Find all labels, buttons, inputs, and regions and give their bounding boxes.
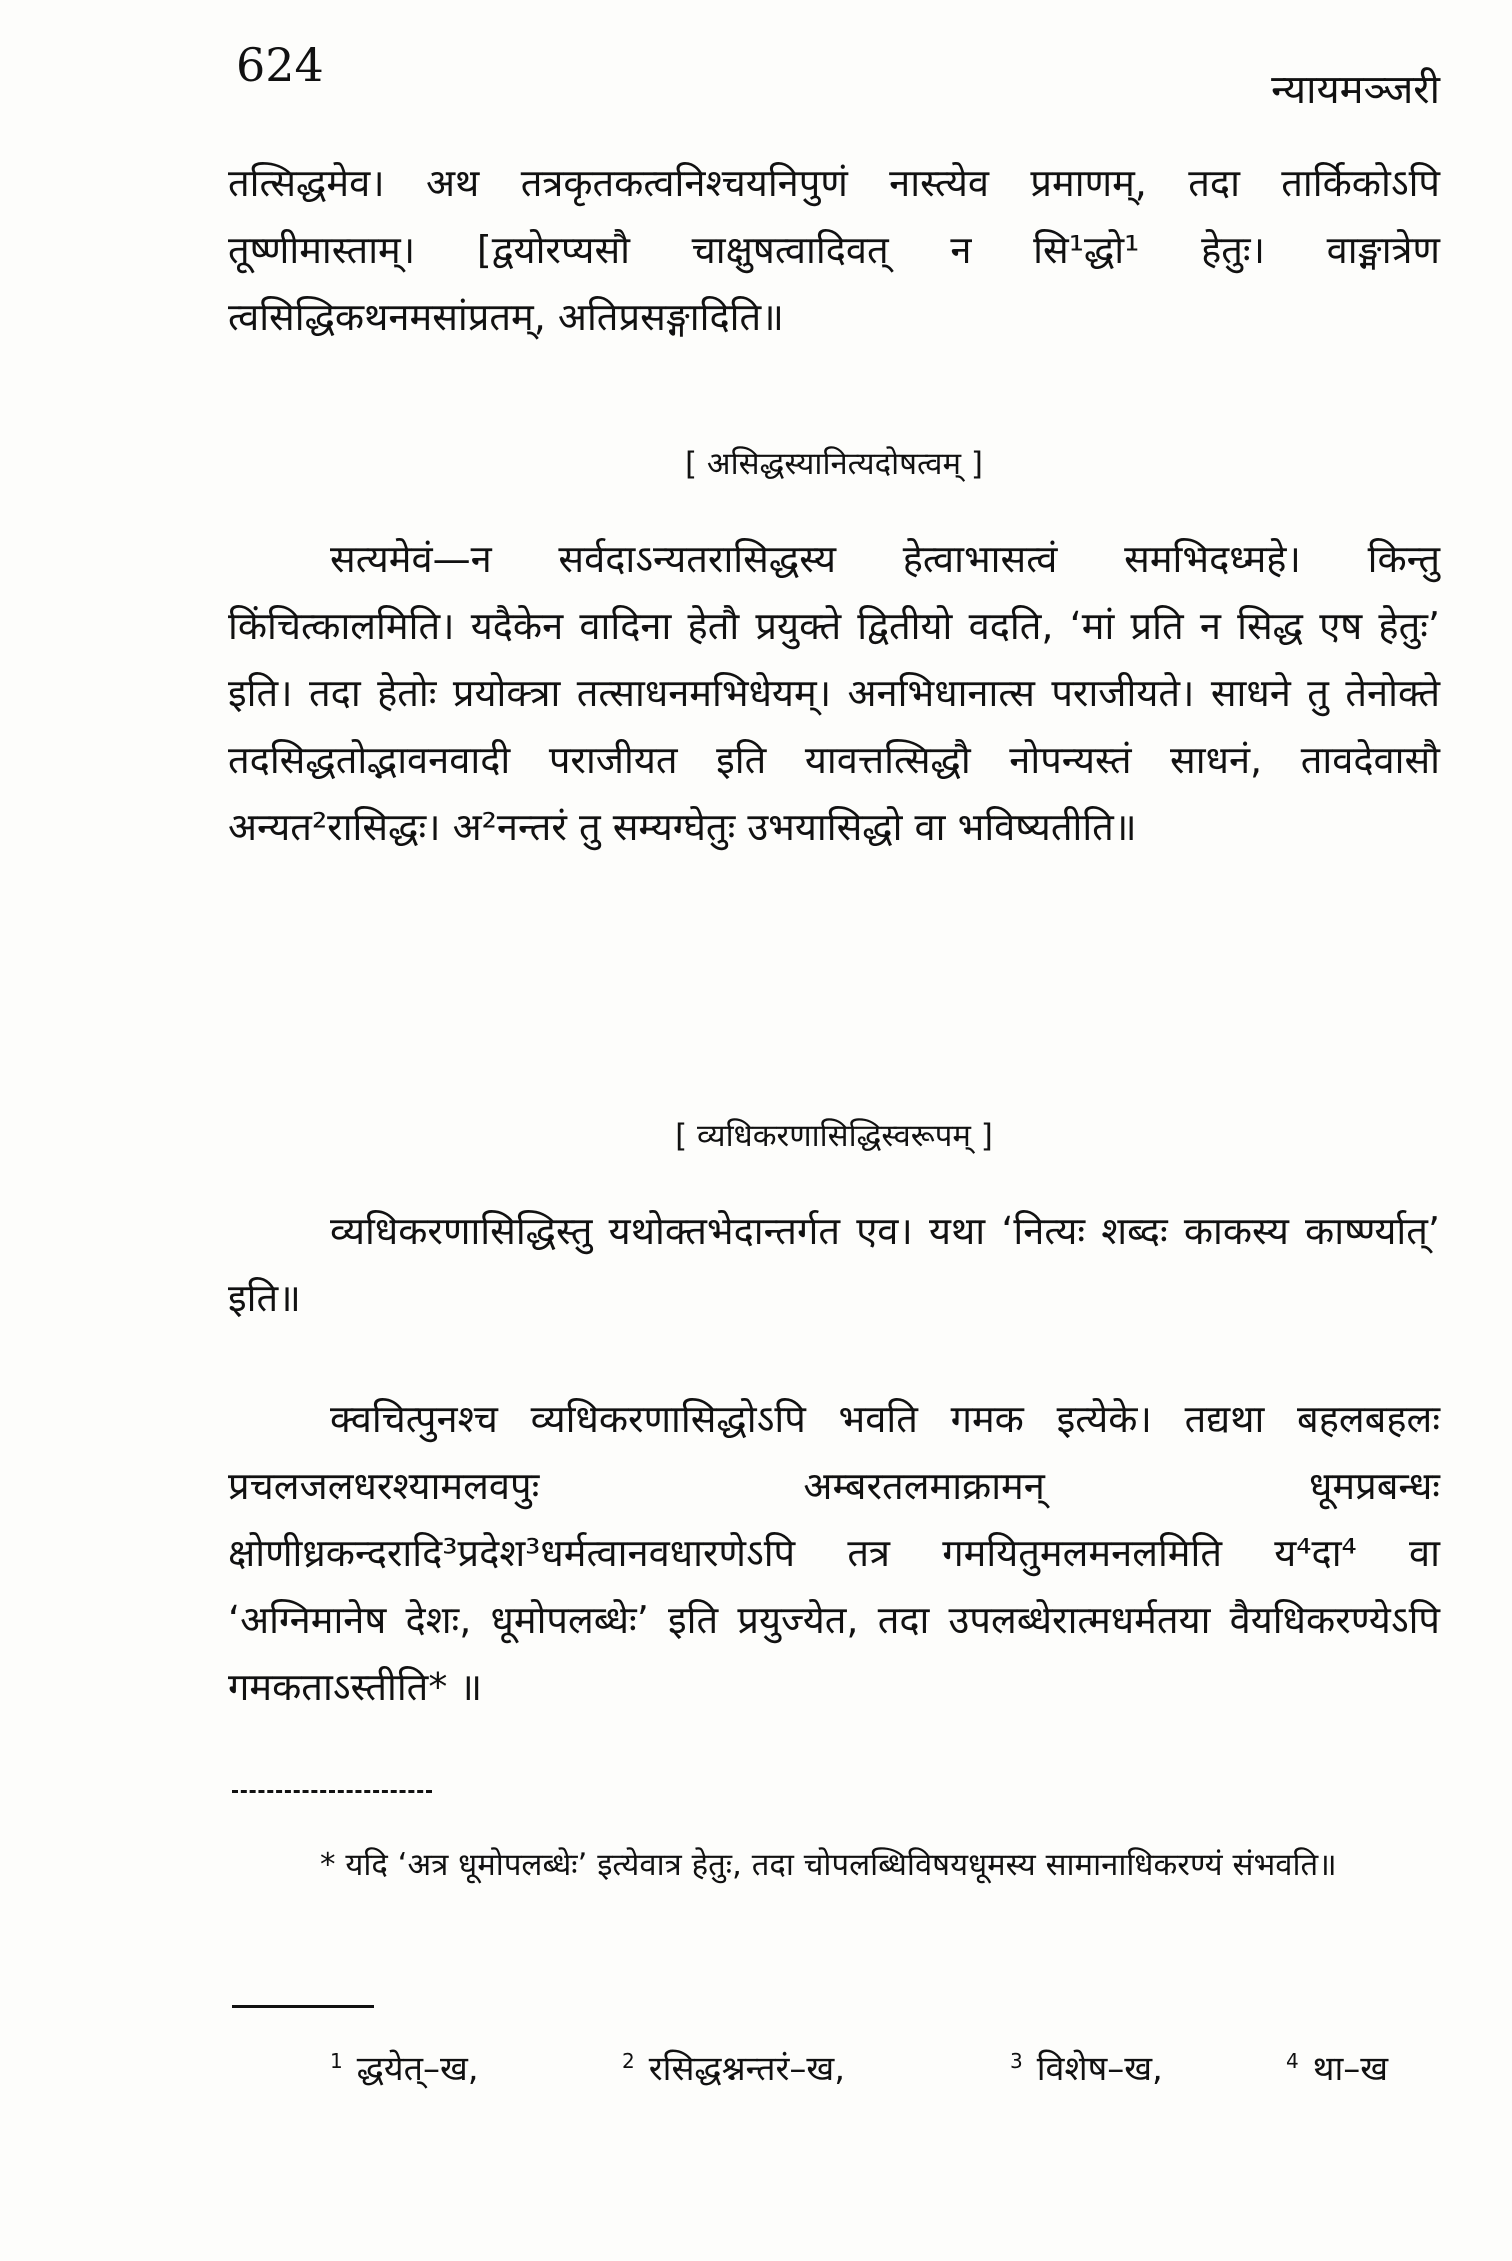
paragraph-vyadhikarana: व्यधिकरणासिद्धिस्तु यथोक्तभेदान्तर्गत एव। यथा ‘नित्यः शब्दः काकस्य कार्ष्ण्यात्’ इति॥ xyxy=(228,1209,1440,1320)
variant-marker: 3 xyxy=(1010,2048,1023,2073)
variant-marker: 1 xyxy=(330,2048,343,2073)
variant-text: द्धयेत्–ख, xyxy=(356,2049,479,2089)
page-header xyxy=(236,38,1440,118)
paragraph-gamaka: क्वचित्पुनश्च व्यधिकरणासिद्धोऽपि भवति गमक इत्येके। तद्यथा बहलबहलः प्रचलजलधरश्यामलवपुः अम्बरतलमाक्रामन् धूमप्रबन्धः क्षोणीध्रकन्दरादि³प्रदेश³धर्मत्वानवधारणेऽपि तत्र गमयितुमलमनलमिति य⁴दा⁴ वा ‘अग्निमानेष देशः, धूमोपलब्धेः’ इति प्रयुज्येत, तदा उपलब्धेरात्मधर्मतया वैयधिकरण्येऽपि गमकताऽस्तीति* ॥ xyxy=(228,1397,1440,1709)
variant-reading-2 xyxy=(622,2044,845,2090)
footnote-divider xyxy=(232,1790,432,1793)
variant-marker: 2 xyxy=(622,2048,635,2073)
variant-marker: 4 xyxy=(1286,2048,1299,2073)
footnote: * यदि ‘अत्र धूमोपलब्धेः’ इत्येवात्र हेतुः, तदा चोपलब्धिविषयधूमस्य सामानाधिकरण्यं संभवति॥ xyxy=(320,1847,1337,1883)
paragraph-continuation: तत्सिद्धमेव। अथ तत्रकृतकत्वनिश्चयनिपुणं नास्त्येव प्रमाणम्, तदा तार्किकोऽपि तूष्णीमास्ताम्। [द्वयोरप्यसौ चाक्षुषत्वादिवत् न सि¹द्धो¹ हेतुः। वाङ्मात्रेण त्वसिद्धिकथनमसांप्रतम्, अतिप्रसङ्गादिति॥ xyxy=(228,161,1440,339)
running-title: न्यायमञ्जरी xyxy=(1271,67,1440,113)
variant-reading-4 xyxy=(1286,2044,1388,2090)
variant-text: रसिद्धश्नन्तरं–ख, xyxy=(648,2049,846,2089)
section-heading-asiddha: [ असिद्धस्यानित्यदोषत्वम् ] xyxy=(684,446,983,482)
variant-reading-3 xyxy=(1010,2044,1163,2090)
page-number: 624 xyxy=(236,38,324,92)
variant-text: था–ख xyxy=(1312,2049,1389,2089)
variant-text: विशेष–ख, xyxy=(1036,2049,1163,2089)
variant-reading-1 xyxy=(330,2044,479,2090)
paragraph-asiddha: सत्यमेवं—न सर्वदाऽन्यतरासिद्धस्य हेत्वाभासत्वं समभिदध्महे। किन्तु किंचित्कालमिति। यदैकेन वादिना हेतौ प्रयुक्ते द्वितीयो वदति, ‘मां प्रति न सिद्ध एष हेतुः’ इति। तदा हेतोः प्रयोक्त्रा तत्साधनमभिधेयम्। अनभिधानात्स पराजीयते। साधने तु तेनोक्ते तदसिद्धतोद्भावनवादी पराजीयत इति यावत्तत्सिद्धौ नोपन्यस्तं साधनं, तावदेवासौ अन्यत²रासिद्धः। अ²नन्तरं तु सम्यग्घेतुः उभयासिद्धो वा भविष्यतीति॥ xyxy=(228,537,1440,849)
variant-readings xyxy=(330,2044,1440,2104)
section-heading-vyadhikarana: [ व्यधिकरणासिद्धिस्वरूपम् ] xyxy=(675,1118,993,1154)
variants-divider xyxy=(232,2005,374,2008)
